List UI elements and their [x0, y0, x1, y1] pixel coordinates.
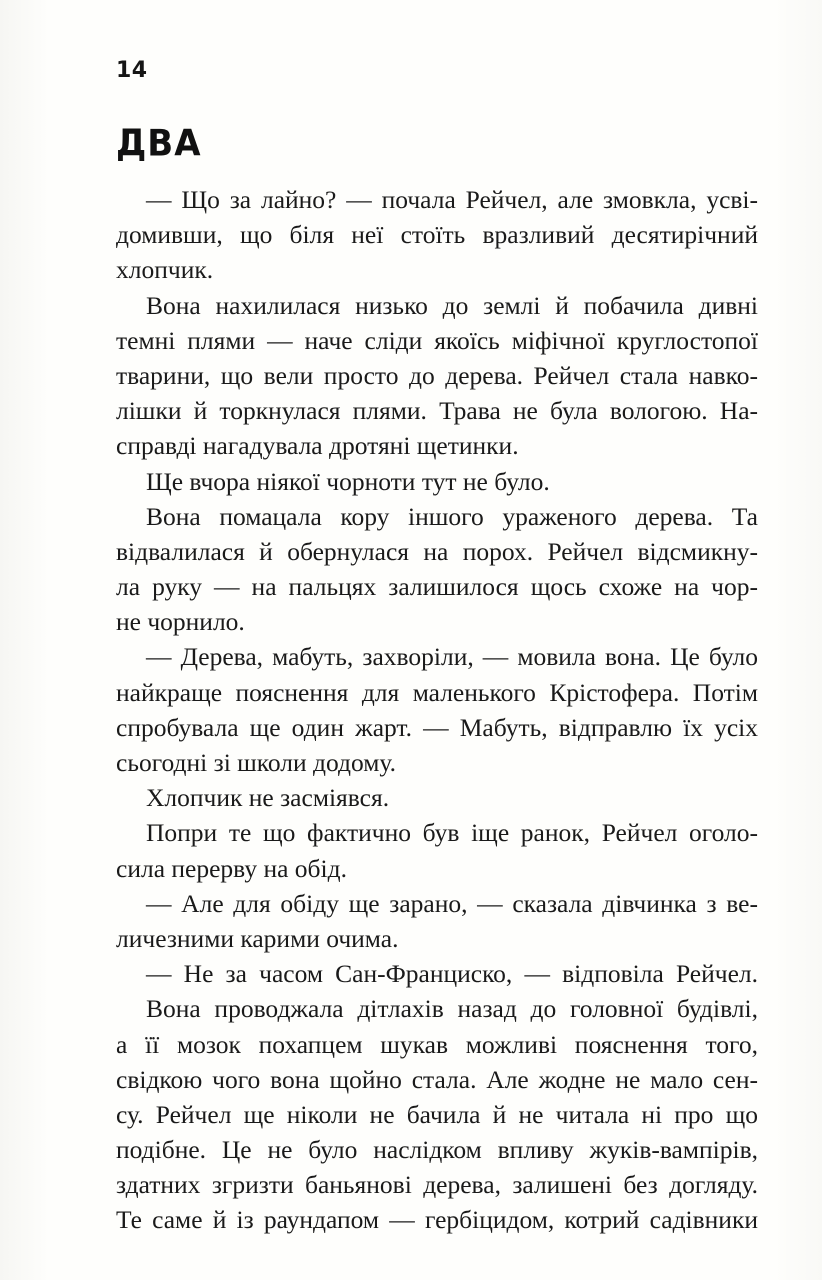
- text-line: ла руку — на пальцях залишилося щось схоже на чор-: [116, 572, 758, 602]
- text-line: Попри те що фактично був іще ранок, Рейчел оголо-: [146, 818, 758, 848]
- text-line: подібне. Це не було наслідком впливу жуків-вампірів,: [116, 1135, 758, 1165]
- text-line: відвалилася й обернулася на порох. Рейчел відсмикну-: [116, 536, 758, 566]
- text-line: справді нагадувала дротяні щетинки.: [116, 431, 519, 461]
- text-line: су. Рейчел ще ніколи не бачила й не читала ні про що: [116, 1099, 758, 1129]
- text-line: — Дерева, мабуть, захворіли, — мовила вона. Це було: [146, 642, 758, 672]
- text-line: тварини, що вели просто до дерева. Рейчел стала навко-: [116, 360, 758, 390]
- text-line: сьогодні зі школи додому.: [116, 748, 396, 777]
- page-number: 14: [116, 58, 148, 83]
- text-line: Вона нахилилася низько до землі й побачила дивні: [146, 290, 758, 320]
- text-line: лішки й торкнулася плями. Трава не була вологою. На-: [116, 396, 758, 426]
- text-line: свідкою чого вона щойно стала. Але жодне не мало сен-: [116, 1064, 758, 1094]
- body-text: [116, 182, 758, 1238]
- text-line: хлопчик.: [116, 255, 214, 285]
- text-line: сила перерву на обід.: [116, 853, 347, 883]
- text-line: — Що за лайно? — почала Рейчел, але змовкла, усві-: [146, 185, 758, 214]
- text-line: здатних згризти баньянові дерева, залишені без догляду.: [116, 1170, 758, 1200]
- text-line: найкраще пояснення для маленького Крістофера. Потім: [116, 677, 758, 707]
- chapter-title: ДВА: [116, 122, 202, 166]
- text-line: личезними карими очима.: [116, 923, 399, 953]
- text-line: домивши, що біля неї стоїть вразливий десятирічний: [116, 220, 758, 250]
- text-line: Вона помацала кору іншого ураженого дерева. Та: [146, 501, 758, 531]
- text-line: Те саме й із раундапом — гербіцидом, котрий садівники: [116, 1205, 758, 1235]
- text-line: не чорнило.: [116, 607, 245, 637]
- text-line: Вона проводжала дітлахів назад до головної будівлі,: [146, 994, 758, 1024]
- text-line: темні плями — наче сліди якоїсь міфічної круглостопої: [116, 325, 758, 355]
- text-line: а її мозок похапцем шукав можливі пояснення того,: [116, 1029, 758, 1059]
- text-line: Ще вчора ніякої чорноти тут не було.: [146, 466, 550, 496]
- text-line: — Але для обіду ще зарано, — сказала дівчинка з ве-: [146, 888, 758, 918]
- text-line: спробувала ще один жарт. — Мабуть, відправлю їх усіх: [116, 712, 758, 742]
- text-line: Хлопчик не засміявся.: [146, 783, 390, 813]
- text-line: — Не за часом Сан-Франциско, — відповіла Рейчел.: [146, 959, 758, 989]
